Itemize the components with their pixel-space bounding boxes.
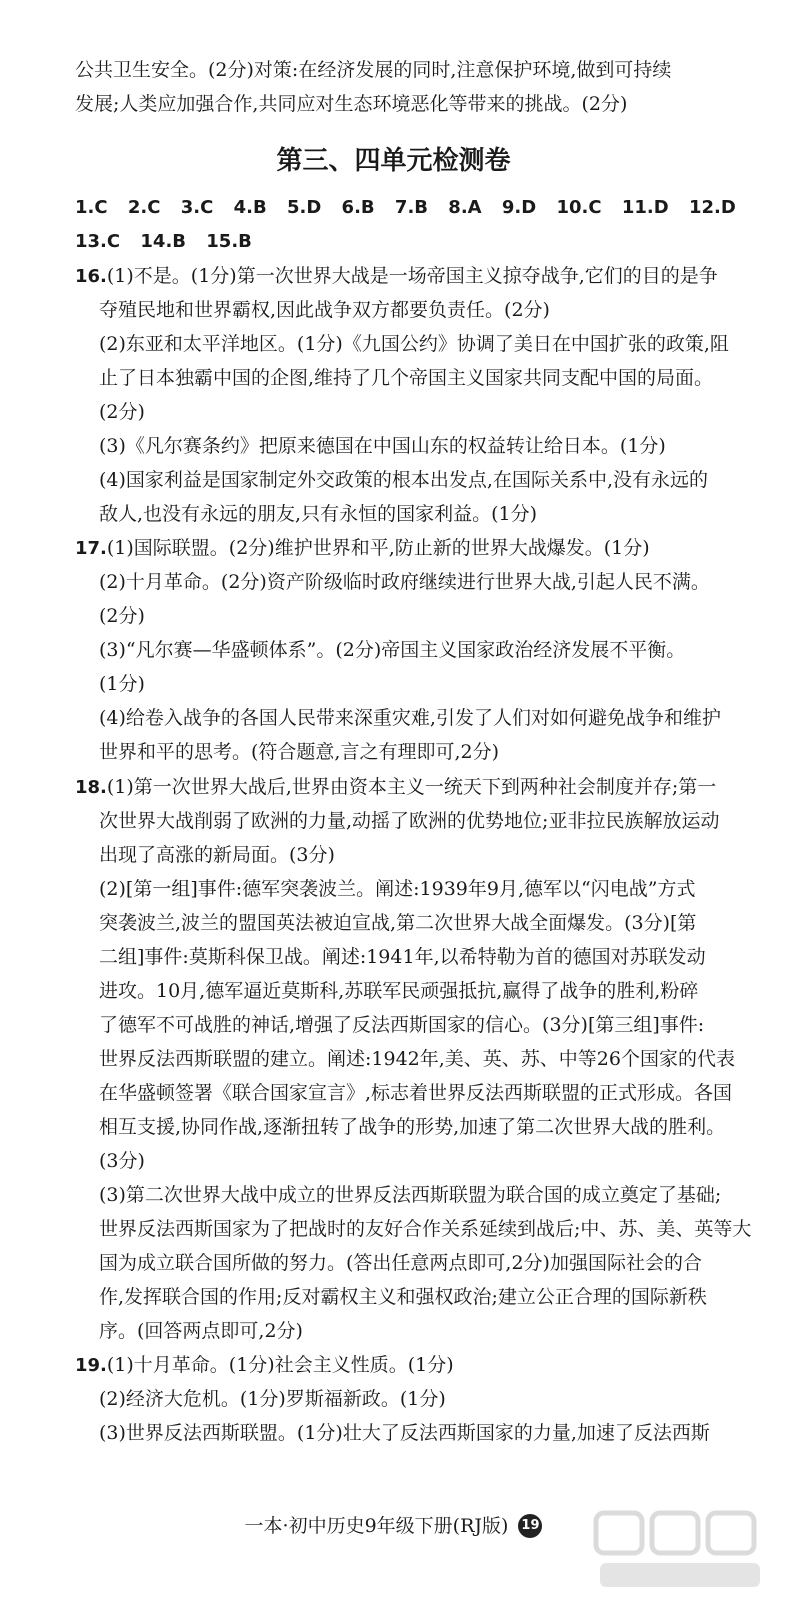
q16-line: (2)东亚和太平洋地区。(1分)《九国公约》协调了美日在中国扩张的政策,阻 <box>99 333 729 355</box>
q19-line: (2)经济大危机。(1分)罗斯福新政。(1分) <box>99 1388 446 1410</box>
q17-line: 世界和平的思考。(符合题意,言之有理即可,2分) <box>99 741 499 763</box>
q19-line: 19.(1)十月革命。(1分)社会主义性质。(1分) <box>75 1354 454 1376</box>
question-number: 16. <box>75 266 107 287</box>
answer-item: 14.B <box>140 231 186 252</box>
q16-line: 夺殖民地和世界霸权,因此战争双方都要负责任。(2分) <box>99 299 550 321</box>
q17-line: (1分) <box>99 673 145 695</box>
q16-line: 敌人,也没有永远的朋友,只有永恒的国家利益。(1分) <box>99 503 537 525</box>
q18-line: 了德军不可战胜的神话,增强了反法西斯国家的信心。(3分)[第三组]事件: <box>99 1014 705 1036</box>
answer-item: 12.D <box>688 197 736 218</box>
q18-line: 世界反法西斯联盟的建立。阐述:1942年,美、英、苏、中等26个国家的代表 <box>99 1048 735 1070</box>
answer-item: 6.B <box>341 197 375 218</box>
answer-item: 11.D <box>621 197 669 218</box>
q18-line: 作,发挥联合国的作用;反对霸权主义和强权政治;建立公正合理的国际新秩 <box>99 1286 707 1308</box>
q19-line: (3)世界反法西斯联盟。(1分)壮大了反法西斯国家的力量,加速了反法西斯 <box>99 1422 710 1444</box>
q18-line: 世界反法西斯国家为了把战时的友好合作关系延续到战后;中、苏、美、英等大 <box>99 1218 752 1240</box>
q18-line: 18.(1)第一次世界大战后,世界由资本主义一统天下到两种社会制度并存;第一 <box>75 776 717 798</box>
q18-line: 二组]事件:莫斯科保卫战。阐述:1941年,以希特勒为首的德国对苏联发动 <box>99 946 706 968</box>
answer-item: 8.A <box>448 197 482 218</box>
q18-line: 相互支援,协同作战,逐渐扭转了战争的形势,加速了第二次世界大战的胜利。 <box>99 1116 726 1138</box>
q18-line: (3分) <box>99 1150 145 1172</box>
q18-line: 出现了高涨的新局面。(3分) <box>99 844 335 866</box>
q16-line: 16.(1)不是。(1分)第一次世界大战是一场帝国主义掠夺战争,它们的目的是争 <box>75 265 718 287</box>
answer-item: 1.C <box>75 197 108 218</box>
answer-key-row-2 <box>75 230 735 254</box>
question-number: 17. <box>75 538 107 559</box>
answer-item: 3.C <box>180 197 214 218</box>
q17-line: (3)“凡尔赛—华盛顿体系”。(2分)帝国主义国家政治经济发展不平衡。 <box>99 639 686 661</box>
q16-line: (2分) <box>99 401 145 423</box>
q18-line: 序。(回答两点即可,2分) <box>99 1320 303 1342</box>
answer-item: 2.C <box>127 197 161 218</box>
q16-line: (4)国家利益是国家制定外交政策的根本出发点,在国际关系中,没有永远的 <box>99 469 708 491</box>
q17-line: (4)给卷入战争的各国人民带来深重灾难,引发了人们对如何避免战争和维护 <box>99 707 721 729</box>
q17-line: (2分) <box>99 605 145 627</box>
q18-line: 次世界大战削弱了欧洲的力量,动摇了欧洲的优势地位;亚非拉民族解放运动 <box>99 810 720 832</box>
section-title: 第三、四单元检测卷 <box>276 146 511 176</box>
answer-item: 4.B <box>233 197 267 218</box>
text-line: 发展;人类应加强合作,共同应对生态环境恶化等带来的挑战。(2分) <box>75 93 628 115</box>
q18-line: (3)第二次世界大战中成立的世界反法西斯联盟为联合国的成立奠定了基础; <box>99 1184 722 1206</box>
question-number: 19. <box>75 1355 107 1376</box>
watermark-logo-icon <box>590 1505 770 1595</box>
answer-item: 5.D <box>286 197 322 218</box>
answer-item: 13.C <box>75 231 121 252</box>
answer-item: 7.B <box>394 197 429 218</box>
q18-line: 在华盛顿签署《联合国家宣言》,标志着世界反法西斯联盟的正式形成。各国 <box>99 1082 733 1104</box>
answer-key-row-1 <box>75 196 735 220</box>
q18-line: (2)[第一组]事件:德军突袭波兰。阐述:1939年9月,德军以“闪电战”方式 <box>99 878 696 900</box>
answer-item: 15.B <box>206 231 252 252</box>
q16-line: 止了日本独霸中国的企图,维持了几个帝国主义国家共同支配中国的局面。 <box>99 367 714 389</box>
q16-line: (3)《凡尔赛条约》把原来德国在中国山东的权益转让给日本。(1分) <box>99 435 666 457</box>
answer-item: 10.C <box>556 197 602 218</box>
answer-item: 9.D <box>501 197 537 218</box>
question-number: 18. <box>75 777 107 798</box>
q18-line: 进攻。10月,德军逼近莫斯科,苏联军民顽强抵抗,赢得了战争的胜利,粉碎 <box>99 980 699 1002</box>
page-number: 19 <box>518 1514 542 1538</box>
text-line: 公共卫生安全。(2分)对策:在经济发展的同时,注意保护环境,做到可持续 <box>75 59 672 81</box>
footer-text: 一本·初中历史9年级下册(RJ版) <box>244 1515 509 1537</box>
q18-line: 国为成立联合国所做的努力。(答出任意两点即可,2分)加强国际社会的合 <box>99 1252 702 1274</box>
q17-line: (2)十月革命。(2分)资产阶级临时政府继续进行世界大战,引起人民不满。 <box>99 571 710 593</box>
q18-line: 突袭波兰,波兰的盟国英法被迫宣战,第二次世界大战全面爆发。(3分)[第 <box>99 912 697 934</box>
q17-line: 17.(1)国际联盟。(2分)维护世界和平,防止新的世界大战爆发。(1分) <box>75 537 650 559</box>
